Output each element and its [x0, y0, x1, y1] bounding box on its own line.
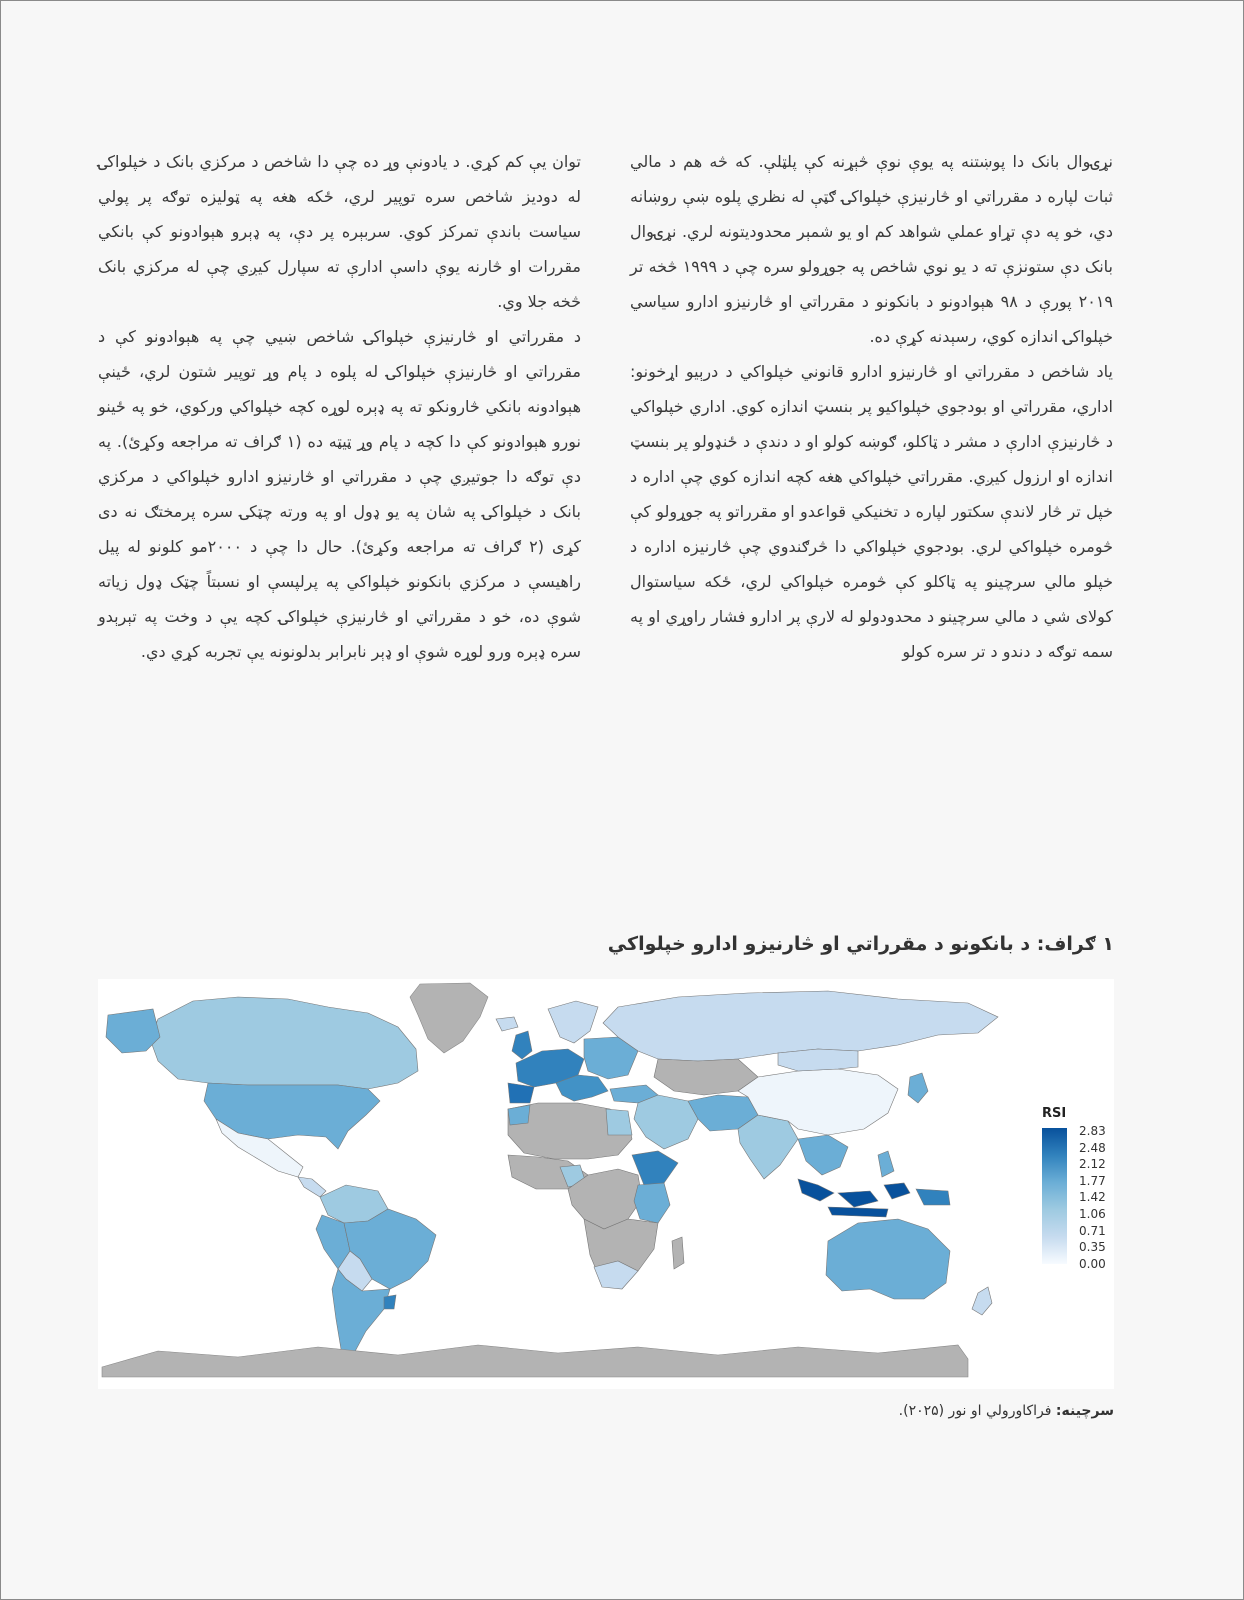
- figure-source: [98, 1403, 1114, 1419]
- map-region-india: [738, 1115, 798, 1179]
- map-region-greenland: [410, 983, 488, 1053]
- legend-color-bar: [1042, 1128, 1067, 1264]
- legend-tick-label: 2.48: [1079, 1140, 1106, 1155]
- source-label: سرچینه:: [1055, 1403, 1114, 1419]
- legend-tick-label: 2.12: [1079, 1157, 1106, 1172]
- map-region-morocco: [508, 1105, 530, 1125]
- map-region-philippines: [878, 1151, 894, 1177]
- source-text: فراکاورولي او نور (۲۰۲۵).: [898, 1403, 1056, 1419]
- map-region-canada: [150, 997, 418, 1089]
- map-region-japan: [908, 1073, 928, 1103]
- legend-tick-label: 1.77: [1079, 1173, 1106, 1188]
- map-region-uruguay: [384, 1295, 396, 1309]
- map-region-australia: [826, 1219, 950, 1299]
- world-map: [98, 979, 1114, 1389]
- map-region-iceland: [496, 1017, 518, 1031]
- map-region-middle-east: [634, 1095, 698, 1149]
- map-region-central-america: [298, 1177, 326, 1197]
- legend-tick-label: 2.83: [1079, 1124, 1106, 1138]
- map-region-egypt: [606, 1109, 632, 1135]
- map-region-se-asia: [798, 1135, 848, 1175]
- paragraph: توان یې کم کړي. د یادونې وړ ده چې دا شاخص د مرکزي بانک د خپلواکۍ له دودیز شاخص سره توپیر لري، ځکه هغه په ټولیزه توګه پر پولي سیاست باندې تمرکز کوي. سربېره پر دې، په ډېرو هېوادونو کې بانکي مقررات او څارنه یوې داسې ادارې ته سپارل کیږي چې له مرکزي بانک څخه جلا وي.: [98, 152, 581, 311]
- legend-tick-label: 0.00: [1079, 1256, 1106, 1271]
- paragraph: نړۍوال بانک دا پوښتنه په یوې نوې څېړنه کې پلټلې. که څه هم د مالي ثبات لپاره د مقرراتي او څارنیزې خپلواکۍ ګټې له نظري پلوه ښې روښانه دي، خو په دې تړاو عملي شواهد کم او یو شمېر محدودیتونه لري. نړۍوال بانک دې ستونزې ته د یو نوي شاخص په جوړولو سره چې د ۱۹۹۹ څخه تر ۲۰۱۹ پورې د ۹۸ هېوادونو د بانکونو د مقرراتي او څارنیزو ادارو سیاسي خپلواکۍ اندازه کوي، رسېدنه کړې ده.: [630, 152, 1114, 346]
- map-region-new-zealand: [972, 1287, 992, 1315]
- map-region-iberia: [508, 1083, 534, 1103]
- map-region-scandinavia: [548, 1001, 598, 1043]
- map-region-mongolia: [778, 1049, 858, 1071]
- legend-labels: [1079, 1123, 1106, 1272]
- legend-tick-label: 0.35: [1079, 1240, 1106, 1255]
- map-region-east-africa: [634, 1183, 670, 1223]
- map-region-indonesia: [798, 1179, 910, 1217]
- legend-tick-label: 1.06: [1079, 1206, 1106, 1221]
- figure-title: ۱ ګراف: د بانکونو د مقرراتي او څارنیزو ادارو خپلواکي: [607, 933, 1114, 955]
- legend-title: RSI: [1042, 1106, 1067, 1121]
- map-region-uk: [512, 1031, 532, 1059]
- legend-tick-label: 1.42: [1079, 1190, 1106, 1205]
- paragraph: یاد شاخص د مقرراتي او څارنیزو ادارو قانوني خپلواکي د درېیو اړخونو: اداري، مقرراتي او بودجوي خپلواکیو پر بنسټ اندازه کوي. اداري خپلواکي د څارنیزې ادارې د مشر د ټاکلو، ګوښه کولو او د دندې د ځنډولو پر بنسټ اندازه او ارزول کیږي. مقرراتي خپلواکي هغه کچه اندازه کوي چې اداره د خپل تر څار لاندې سکتور لپاره د تخنیکي قواعدو او مقرراتو په جوړولو کې څومره خپلواکي لري. بودجوي خپلواکي دا څرګندوي چې څارنیزه اداره د خپلو مالي سرچینو په ټاکلو کې څومره خپلواکي لري، ځکه سیاستوال کولای شي د مالي سرچینو د محدودولو له لارې پر ادارو فشار راوړي او په سمه توګه د دندو د تر سره کولو: [630, 362, 1113, 661]
- map-region-antarctica: [102, 1345, 968, 1377]
- map-region-png: [916, 1189, 950, 1205]
- map-region-alaska: [106, 1009, 160, 1053]
- map-region-madagascar: [672, 1237, 684, 1269]
- paragraph: د مقرراتي او څارنیزې خپلواکۍ شاخص ښیي چې په هېوادونو کې د مقرراتي او څارنیزې خپلواکۍ له پلوه د پام وړ توپیر شتون لري، ځینې هېوادونه بانکي څارونکو ته په ډېره لوړه کچه خپلواکي ورکوي، خو په ځینو نورو هېوادونو کې دا کچه د پام وړ ټیټه ده (۱ ګراف ته مراجعه وکړئ). په دې توګه دا جوتیږي چې د مقرراتي او څارنیزو ادارو خپلواکي د مرکزي بانک د خپلواکۍ په شان په یو ډول او په ورته چټکۍ سره پرمختګ نه دی کړی (۲ ګراف ته مراجعه وکړئ). حال دا چې د ۲۰۰۰مو کلونو له پیل راهیسې د مرکزي بانکونو خپلواکي په پرلپسې او نسبتاً چټک ډول زیاته شوې ده، خو د مقرراتي او څارنیزې خپلواکۍ کچه یې د وخت په تېرېدو سره ډېره ورو لوړه شوې او ډېر نابرابر بدلونونه یې تجربه کړي دي.: [98, 327, 582, 661]
- legend-tick-label: 0.71: [1079, 1223, 1106, 1238]
- text-column-left: [98, 144, 581, 669]
- text-column-right: [630, 144, 1113, 669]
- world-map-figure: [98, 979, 1114, 1389]
